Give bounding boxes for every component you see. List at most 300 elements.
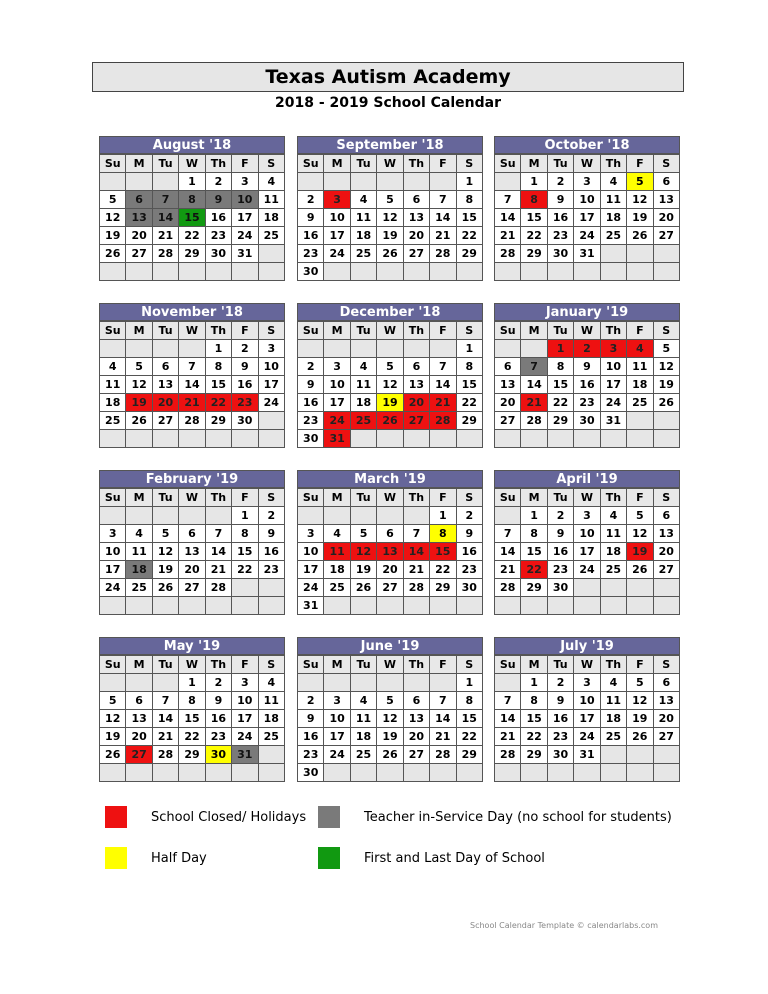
day-cell: 16: [547, 543, 573, 561]
day-cell: 13: [126, 710, 152, 728]
day-cell: 4: [350, 191, 376, 209]
day-cell: 28: [430, 746, 456, 764]
day-cell: 4: [600, 173, 626, 191]
day-cell: 22: [521, 561, 547, 579]
page-title: Texas Autism Academy: [92, 62, 684, 92]
day-cell: 3: [232, 173, 258, 191]
day-cell: 18: [350, 728, 376, 746]
day-cell: 24: [100, 579, 126, 597]
day-cell: 28: [403, 579, 429, 597]
empty-cell: [324, 764, 350, 782]
day-cell: 8: [179, 692, 205, 710]
day-cell: 10: [600, 358, 626, 376]
day-cell: 22: [179, 728, 205, 746]
day-cell: 13: [126, 209, 152, 227]
weekday-header: Su: [495, 656, 521, 674]
empty-cell: [547, 430, 573, 448]
month-calendar: [297, 470, 483, 615]
empty-cell: [377, 674, 403, 692]
day-cell: 17: [574, 710, 600, 728]
day-cell: 28: [430, 245, 456, 263]
empty-cell: [574, 430, 600, 448]
day-cell: 29: [521, 579, 547, 597]
day-cell: 9: [574, 358, 600, 376]
empty-cell: [350, 597, 376, 615]
day-cell: 18: [627, 376, 653, 394]
empty-cell: [100, 597, 126, 615]
day-cell: 6: [653, 674, 679, 692]
day-cell: 12: [627, 525, 653, 543]
weekday-header: W: [574, 322, 600, 340]
day-cell: 19: [100, 227, 126, 245]
day-cell: 2: [547, 507, 573, 525]
day-cell: 24: [324, 412, 350, 430]
day-cell: 11: [627, 358, 653, 376]
day-cell: 30: [574, 412, 600, 430]
empty-cell: [258, 245, 284, 263]
day-cell: 10: [574, 525, 600, 543]
day-cell: 13: [377, 543, 403, 561]
day-cell: 27: [126, 245, 152, 263]
day-cell: 31: [232, 746, 258, 764]
day-cell: 19: [627, 209, 653, 227]
day-cell: 8: [205, 358, 231, 376]
day-cell: 13: [495, 376, 521, 394]
day-cell: 2: [205, 674, 231, 692]
empty-cell: [495, 507, 521, 525]
empty-cell: [179, 263, 205, 281]
empty-cell: [653, 263, 679, 281]
empty-cell: [377, 597, 403, 615]
empty-cell: [574, 764, 600, 782]
empty-cell: [126, 430, 152, 448]
day-cell: 15: [430, 543, 456, 561]
weekday-header: Su: [298, 322, 324, 340]
day-cell: 21: [430, 728, 456, 746]
day-cell: 11: [126, 543, 152, 561]
empty-cell: [377, 263, 403, 281]
empty-cell: [521, 340, 547, 358]
day-cell: 30: [205, 245, 231, 263]
empty-cell: [627, 430, 653, 448]
day-cell: 24: [600, 394, 626, 412]
day-cell: 2: [298, 692, 324, 710]
weekday-header: W: [179, 489, 205, 507]
empty-cell: [100, 507, 126, 525]
empty-cell: [495, 340, 521, 358]
weekday-header: Su: [298, 489, 324, 507]
empty-cell: [126, 263, 152, 281]
weekday-header: S: [456, 489, 482, 507]
day-cell: 21: [495, 561, 521, 579]
day-cell: 24: [232, 227, 258, 245]
empty-cell: [495, 674, 521, 692]
day-cell: 19: [653, 376, 679, 394]
weekday-header: Th: [600, 155, 626, 173]
weekday-header: W: [377, 656, 403, 674]
empty-cell: [152, 430, 178, 448]
weekday-header: Th: [403, 322, 429, 340]
month-title: June '19: [297, 637, 483, 655]
day-cell: 22: [547, 394, 573, 412]
day-cell: 22: [430, 561, 456, 579]
day-cell: 27: [126, 746, 152, 764]
day-cell: 20: [403, 728, 429, 746]
day-cell: 18: [350, 227, 376, 245]
legend-swatch-green: [318, 847, 340, 869]
day-cell: 13: [653, 692, 679, 710]
day-cell: 30: [298, 263, 324, 281]
day-cell: 25: [350, 746, 376, 764]
weekday-header: M: [126, 322, 152, 340]
weekday-header: M: [324, 155, 350, 173]
day-cell: 1: [456, 173, 482, 191]
day-cell: 16: [205, 710, 231, 728]
empty-cell: [653, 597, 679, 615]
day-cell: 6: [377, 525, 403, 543]
weekday-header: Th: [403, 656, 429, 674]
day-cell: 31: [324, 430, 350, 448]
weekday-header: Su: [495, 155, 521, 173]
empty-cell: [403, 173, 429, 191]
day-cell: 30: [298, 764, 324, 782]
day-cell: 21: [152, 227, 178, 245]
day-cell: 31: [298, 597, 324, 615]
empty-cell: [600, 430, 626, 448]
day-cell: 1: [521, 507, 547, 525]
empty-cell: [495, 430, 521, 448]
day-cell: 12: [152, 543, 178, 561]
day-cell: 24: [574, 561, 600, 579]
day-cell: 10: [574, 191, 600, 209]
day-cell: 2: [547, 674, 573, 692]
weekday-header: M: [521, 322, 547, 340]
month-title: February '19: [99, 470, 285, 488]
day-cell: 31: [600, 412, 626, 430]
empty-cell: [350, 764, 376, 782]
month-title: March '19: [297, 470, 483, 488]
day-cell: 9: [205, 191, 231, 209]
day-cell: 26: [100, 746, 126, 764]
day-cell: 9: [298, 376, 324, 394]
legend-swatch-gray: [318, 806, 340, 828]
day-cell: 1: [521, 674, 547, 692]
day-cell: 11: [258, 692, 284, 710]
weekday-header: F: [430, 322, 456, 340]
day-cell: 10: [232, 692, 258, 710]
empty-cell: [100, 674, 126, 692]
day-cell: 23: [258, 561, 284, 579]
empty-cell: [653, 430, 679, 448]
month-calendar: [99, 637, 285, 782]
empty-cell: [403, 674, 429, 692]
day-cell: 7: [205, 525, 231, 543]
empty-cell: [627, 412, 653, 430]
weekday-header: F: [430, 489, 456, 507]
day-cell: 29: [456, 245, 482, 263]
legend-item-inservice: [318, 806, 672, 828]
weekday-header: F: [232, 489, 258, 507]
legend-item-first-last: [318, 847, 545, 869]
day-cell: 16: [232, 376, 258, 394]
day-cell: 5: [377, 191, 403, 209]
weekday-header: W: [574, 656, 600, 674]
empty-cell: [495, 173, 521, 191]
day-cell: 27: [653, 561, 679, 579]
day-cell: 31: [574, 746, 600, 764]
day-cell: 23: [298, 746, 324, 764]
day-cell: 17: [324, 394, 350, 412]
empty-cell: [126, 173, 152, 191]
day-cell: 10: [232, 191, 258, 209]
day-cell: 15: [456, 710, 482, 728]
day-cell: 12: [627, 692, 653, 710]
weekday-header: Tu: [152, 489, 178, 507]
day-cell: 8: [521, 525, 547, 543]
weekday-header: Th: [600, 656, 626, 674]
weekday-header: W: [377, 322, 403, 340]
weekday-header: Th: [403, 489, 429, 507]
empty-cell: [179, 597, 205, 615]
day-cell: 8: [521, 692, 547, 710]
day-cell: 1: [456, 674, 482, 692]
day-cell: 12: [377, 376, 403, 394]
day-cell: 20: [126, 227, 152, 245]
empty-cell: [377, 507, 403, 525]
legend-label: Teacher in-Service Day (no school for students): [364, 809, 672, 825]
day-cell: 11: [350, 209, 376, 227]
day-cell: 29: [179, 746, 205, 764]
month-title: December '18: [297, 303, 483, 321]
day-cell: 7: [495, 692, 521, 710]
empty-cell: [403, 263, 429, 281]
empty-cell: [350, 340, 376, 358]
empty-cell: [377, 340, 403, 358]
day-cell: 14: [152, 209, 178, 227]
day-cell: 20: [377, 561, 403, 579]
day-cell: 30: [547, 579, 573, 597]
empty-cell: [456, 263, 482, 281]
day-cell: 18: [126, 561, 152, 579]
day-cell: 23: [456, 561, 482, 579]
empty-cell: [627, 579, 653, 597]
weekday-header: W: [574, 489, 600, 507]
legend-label: School Closed/ Holidays: [151, 809, 307, 825]
day-cell: 14: [430, 376, 456, 394]
day-cell: 13: [403, 209, 429, 227]
empty-cell: [653, 746, 679, 764]
day-cell: 21: [430, 394, 456, 412]
month-calendar: [297, 303, 483, 448]
day-cell: 29: [521, 746, 547, 764]
month-calendar: [494, 470, 680, 615]
day-cell: 14: [495, 543, 521, 561]
month-calendar: [297, 637, 483, 782]
weekday-header: W: [574, 155, 600, 173]
day-cell: 17: [574, 543, 600, 561]
day-cell: 23: [547, 227, 573, 245]
day-cell: 3: [324, 692, 350, 710]
empty-cell: [495, 597, 521, 615]
day-cell: 25: [350, 412, 376, 430]
month-title: August '18: [99, 136, 285, 154]
empty-cell: [179, 764, 205, 782]
day-cell: 11: [324, 543, 350, 561]
day-cell: 22: [456, 728, 482, 746]
empty-cell: [456, 764, 482, 782]
month-calendar: [494, 303, 680, 448]
day-cell: 28: [205, 579, 231, 597]
day-cell: 14: [430, 209, 456, 227]
day-cell: 26: [653, 394, 679, 412]
empty-cell: [324, 597, 350, 615]
empty-cell: [258, 412, 284, 430]
weekday-header: F: [232, 155, 258, 173]
day-cell: 15: [179, 710, 205, 728]
weekday-header: Su: [298, 155, 324, 173]
empty-cell: [547, 263, 573, 281]
day-cell: 17: [324, 227, 350, 245]
empty-cell: [324, 507, 350, 525]
empty-cell: [324, 674, 350, 692]
weekday-header: F: [232, 656, 258, 674]
day-cell: 15: [521, 543, 547, 561]
empty-cell: [258, 597, 284, 615]
day-cell: 15: [521, 209, 547, 227]
day-cell: 1: [232, 507, 258, 525]
day-cell: 7: [495, 191, 521, 209]
weekday-header: Su: [495, 322, 521, 340]
weekday-header: Tu: [350, 656, 376, 674]
empty-cell: [205, 507, 231, 525]
weekday-header: W: [377, 155, 403, 173]
day-cell: 26: [100, 245, 126, 263]
empty-cell: [574, 263, 600, 281]
weekday-header: Th: [600, 322, 626, 340]
empty-cell: [377, 764, 403, 782]
day-cell: 1: [430, 507, 456, 525]
day-cell: 10: [324, 376, 350, 394]
weekday-header: Th: [403, 155, 429, 173]
day-cell: 20: [653, 209, 679, 227]
day-cell: 14: [430, 710, 456, 728]
day-cell: 16: [258, 543, 284, 561]
month-calendar: [297, 136, 483, 281]
day-cell: 6: [403, 191, 429, 209]
day-cell: 7: [430, 191, 456, 209]
empty-cell: [430, 173, 456, 191]
day-cell: 16: [298, 728, 324, 746]
day-cell: 22: [521, 227, 547, 245]
day-cell: 14: [495, 209, 521, 227]
empty-cell: [350, 507, 376, 525]
month-calendar: [99, 136, 285, 281]
page-subtitle: 2018 - 2019 School Calendar: [275, 95, 501, 111]
weekday-header: Su: [495, 489, 521, 507]
day-cell: 29: [430, 579, 456, 597]
weekday-header: S: [258, 155, 284, 173]
day-cell: 5: [627, 674, 653, 692]
day-cell: 16: [298, 394, 324, 412]
day-cell: 23: [205, 728, 231, 746]
day-cell: 24: [298, 579, 324, 597]
empty-cell: [205, 430, 231, 448]
empty-cell: [653, 412, 679, 430]
weekday-header: W: [179, 322, 205, 340]
day-cell: 31: [574, 245, 600, 263]
empty-cell: [232, 579, 258, 597]
empty-cell: [547, 764, 573, 782]
day-cell: 8: [456, 191, 482, 209]
day-cell: 20: [403, 394, 429, 412]
empty-cell: [152, 173, 178, 191]
day-cell: 16: [205, 209, 231, 227]
weekday-header: Tu: [350, 155, 376, 173]
weekday-header: Su: [100, 489, 126, 507]
weekday-header: M: [521, 656, 547, 674]
day-cell: 13: [152, 376, 178, 394]
day-cell: 25: [627, 394, 653, 412]
day-cell: 11: [600, 525, 626, 543]
day-cell: 9: [547, 692, 573, 710]
day-cell: 11: [100, 376, 126, 394]
weekday-header: F: [627, 656, 653, 674]
empty-cell: [495, 764, 521, 782]
weekday-header: S: [653, 656, 679, 674]
day-cell: 10: [324, 209, 350, 227]
day-cell: 9: [298, 209, 324, 227]
day-cell: 20: [403, 227, 429, 245]
day-cell: 17: [600, 376, 626, 394]
weekday-header: F: [430, 155, 456, 173]
weekday-header: W: [377, 489, 403, 507]
day-cell: 26: [627, 227, 653, 245]
day-cell: 8: [456, 358, 482, 376]
day-cell: 22: [232, 561, 258, 579]
day-cell: 5: [100, 692, 126, 710]
day-cell: 25: [258, 728, 284, 746]
day-cell: 28: [152, 245, 178, 263]
empty-cell: [430, 674, 456, 692]
day-cell: 13: [403, 376, 429, 394]
empty-cell: [258, 579, 284, 597]
day-cell: 3: [324, 191, 350, 209]
day-cell: 11: [350, 710, 376, 728]
day-cell: 17: [324, 728, 350, 746]
empty-cell: [205, 764, 231, 782]
weekday-header: S: [456, 656, 482, 674]
day-cell: 23: [298, 245, 324, 263]
day-cell: 17: [258, 376, 284, 394]
day-cell: 13: [653, 525, 679, 543]
day-cell: 16: [298, 227, 324, 245]
day-cell: 25: [600, 728, 626, 746]
day-cell: 27: [653, 227, 679, 245]
empty-cell: [152, 340, 178, 358]
day-cell: 23: [232, 394, 258, 412]
day-cell: 8: [547, 358, 573, 376]
day-cell: 22: [179, 227, 205, 245]
day-cell: 26: [377, 746, 403, 764]
month-calendar: [494, 136, 680, 281]
day-cell: 15: [232, 543, 258, 561]
day-cell: 7: [430, 358, 456, 376]
empty-cell: [521, 430, 547, 448]
day-cell: 21: [152, 728, 178, 746]
weekday-header: M: [126, 489, 152, 507]
day-cell: 5: [627, 507, 653, 525]
weekday-header: Tu: [547, 155, 573, 173]
